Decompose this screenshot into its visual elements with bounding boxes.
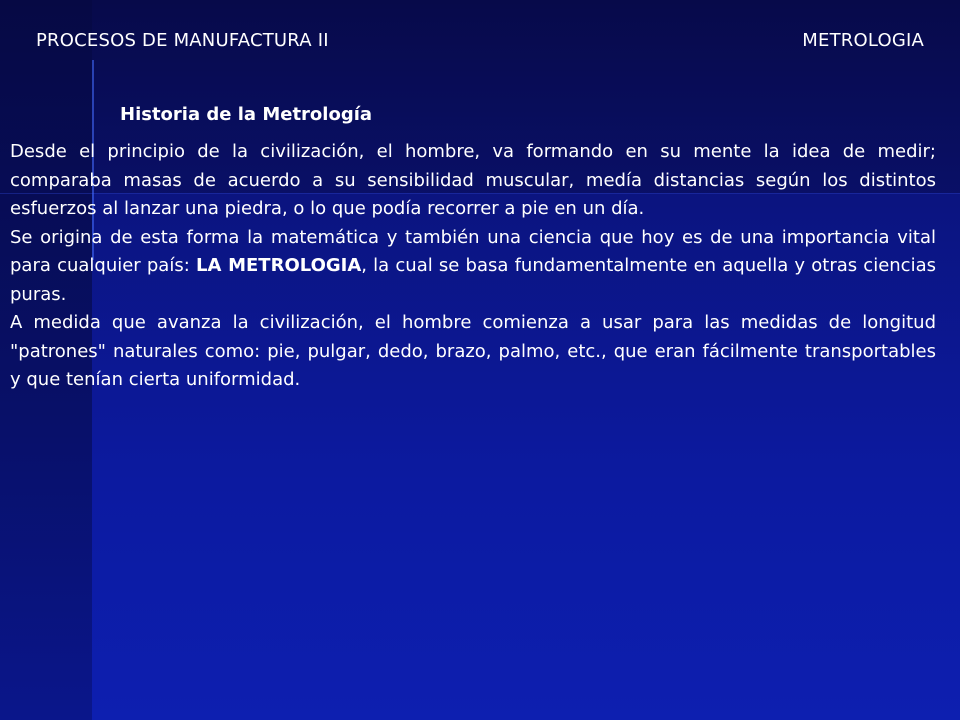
metrology-highlight: LA METROLOGIA — [195, 255, 362, 276]
paragraph-1: Desde el principio de la civilización, el hombre, va formando en su mente la idea de medir; comparaba masas de acuerdo a su sensibilidad muscular, medía distancias según los distintos esfuerzos al lanzar una piedra, o lo que podía recorrer a pie en un día. — [10, 141, 936, 219]
course-title: PROCESOS DE MANUFACTURA II — [36, 30, 329, 51]
paragraph-3: A medida que avanza la civilización, el hombre comienza a usar para las medidas de longitud "patrones" naturales como: pie, pulgar, dedo, brazo, palmo, etc., que eran fácilmente transportables y que tenían cierta uniformidad. — [10, 312, 936, 390]
slide-header — [36, 28, 924, 54]
paragraph-2-text-end: , la cual se basa fundamentalmente en aquella y otras ciencias puras. — [10, 255, 936, 305]
topic-title: METROLOGIA — [802, 30, 924, 51]
section-title: Historia de la Metrología — [120, 104, 373, 125]
paragraph-2 — [10, 224, 936, 310]
slide-body — [10, 138, 936, 395]
paragraph-2-text-start: Se origina de esta forma la matemática y también una ciencia que hoy es de una importancia vital para cualquier país: — [10, 226, 936, 276]
